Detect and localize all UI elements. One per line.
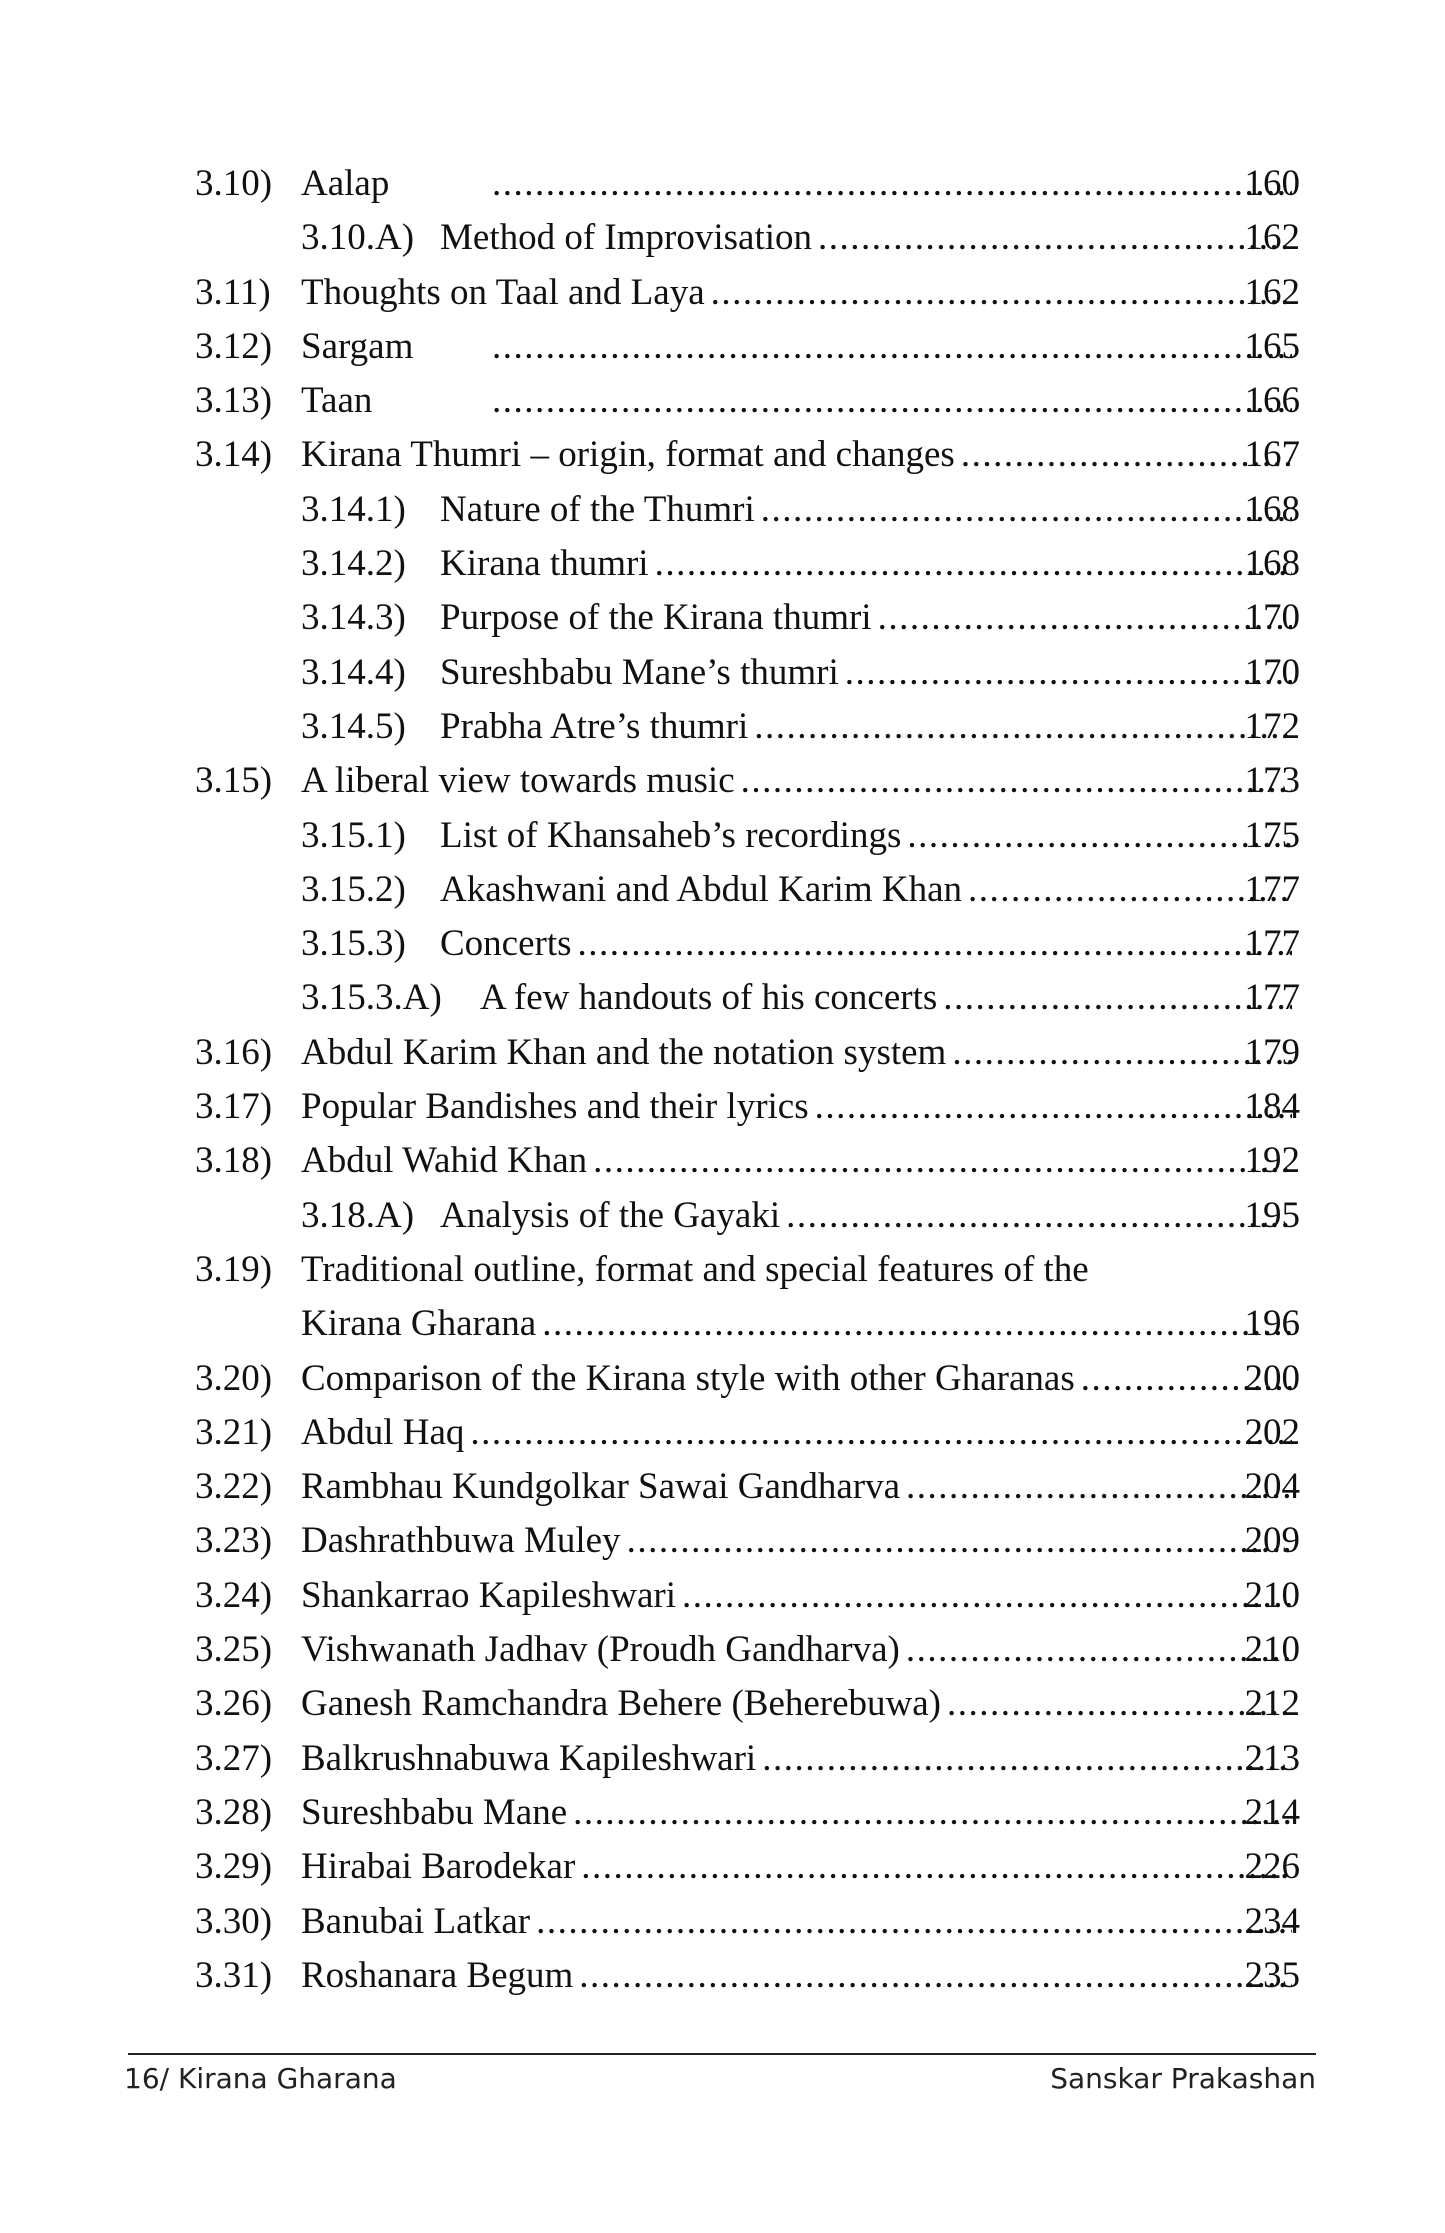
entry-page: 162 (1244, 271, 1300, 313)
entry-number: 3.11) (195, 271, 271, 313)
entry-title: Sargam (301, 325, 414, 367)
dot-leader (536, 1895, 1292, 1949)
toc-entry (0, 971, 1445, 1025)
entry-page: 213 (1244, 1737, 1300, 1779)
entry-page: 214 (1244, 1791, 1300, 1833)
entry-number: 3.14.2) (301, 543, 406, 585)
entry-page: 175 (1244, 814, 1300, 856)
dot-leader (741, 754, 1292, 808)
entry-number: 3.23) (195, 1520, 273, 1562)
entry-page: 210 (1244, 1574, 1300, 1616)
entry-page: 172 (1244, 705, 1300, 747)
entry-number: 3.17) (195, 1086, 273, 1128)
toc-entry (0, 211, 1445, 265)
entry-number: 3.14.5) (301, 705, 406, 747)
entry-number: 3.21) (195, 1411, 273, 1453)
entry-page: 168 (1244, 543, 1300, 585)
dot-leader (754, 700, 1292, 754)
entry-number: 3.15.3.A) (301, 977, 442, 1019)
toc-entry (0, 1623, 1445, 1677)
entry-page: 167 (1244, 434, 1300, 476)
toc-entry (0, 754, 1445, 808)
entry-page: 177 (1244, 923, 1300, 965)
dot-leader (542, 1297, 1292, 1351)
entry-number: 3.14.4) (301, 651, 406, 693)
entry-title-continued: Kirana Gharana (301, 1303, 537, 1345)
dot-leader (761, 483, 1292, 537)
entry-page: 210 (1244, 1629, 1300, 1671)
toc-entry (0, 1134, 1445, 1188)
toc-entry (0, 1352, 1445, 1406)
entry-number: 3.15.1) (301, 814, 406, 856)
entry-page: 192 (1244, 1140, 1300, 1182)
toc-entry (0, 1840, 1445, 1894)
entry-number: 3.15.3) (301, 923, 406, 965)
dot-leader (492, 320, 1292, 374)
entry-title: Hirabai Barodekar (301, 1846, 576, 1888)
entry-title: Taan (301, 380, 373, 422)
toc-entry (0, 1243, 1445, 1297)
toc-entry (0, 1026, 1445, 1080)
entry-number: 3.25) (195, 1629, 273, 1671)
dot-leader (818, 211, 1292, 265)
toc-entry (0, 591, 1445, 645)
toc-entry (0, 646, 1445, 700)
entry-title: Ganesh Ramchandra Behere (Beherebuwa) (301, 1683, 942, 1725)
entry-number: 3.13) (195, 380, 273, 422)
toc-entry (0, 374, 1445, 428)
entry-page: 226 (1244, 1846, 1300, 1888)
dot-leader (593, 1134, 1292, 1188)
entry-page: 200 (1244, 1357, 1300, 1399)
entry-number: 3.15.2) (301, 868, 406, 910)
entry-title: Nature of the Thumri (440, 488, 755, 530)
entry-page: 196 (1244, 1303, 1300, 1345)
entry-page: 212 (1244, 1683, 1300, 1725)
entry-title: Banubai Latkar (301, 1900, 531, 1942)
toc-entry (0, 863, 1445, 917)
dot-leader (492, 374, 1292, 428)
entry-number: 3.14) (195, 434, 273, 476)
entry-page: 173 (1244, 760, 1300, 802)
entry-title: Traditional outline, format and special features of the (301, 1248, 1089, 1290)
dot-leader (573, 1786, 1292, 1840)
entry-page: 184 (1244, 1086, 1300, 1128)
dot-leader (815, 1080, 1292, 1134)
entry-number: 3.10.A) (301, 217, 415, 259)
dot-leader (711, 266, 1292, 320)
entry-number: 3.18.A) (301, 1194, 415, 1236)
entry-title: List of Khansaheb’s recordings (440, 814, 902, 856)
dot-leader (470, 1406, 1292, 1460)
entry-title: Dashrathbuwa Muley (301, 1520, 621, 1562)
entry-title: Analysis of the Gayaki (440, 1194, 781, 1236)
entry-title: Popular Bandishes and their lyrics (301, 1086, 809, 1128)
toc-entry (0, 1569, 1445, 1623)
entry-title: Comparison of the Kirana style with other Gharanas (301, 1357, 1075, 1399)
dot-leader (655, 537, 1292, 591)
entry-number: 3.26) (195, 1683, 273, 1725)
entry-number: 3.19) (195, 1248, 273, 1290)
toc-entry (0, 1949, 1445, 2003)
toc-entry-continuation (0, 1297, 1445, 1351)
entry-page: 165 (1244, 325, 1300, 367)
entry-page: 166 (1244, 380, 1300, 422)
entry-page: 209 (1244, 1520, 1300, 1562)
entry-title: Shankarrao Kapileshwari (301, 1574, 677, 1616)
toc-entry (0, 1786, 1445, 1840)
entry-title: Abdul Haq (301, 1411, 465, 1453)
entry-number: 3.16) (195, 1031, 273, 1073)
dot-leader (762, 1732, 1292, 1786)
toc-entry (0, 1514, 1445, 1568)
entry-title: Concerts (440, 923, 572, 965)
toc-entry (0, 537, 1445, 591)
entry-number: 3.18) (195, 1140, 273, 1182)
entry-page: 162 (1244, 217, 1300, 259)
entry-page: 235 (1244, 1954, 1300, 1996)
entry-number: 3.15) (195, 760, 273, 802)
toc-entry (0, 1189, 1445, 1243)
entry-number: 3.12) (195, 325, 273, 367)
entry-page: 170 (1244, 651, 1300, 693)
entry-number: 3.31) (195, 1954, 273, 1996)
entry-page: 202 (1244, 1411, 1300, 1453)
dot-leader (786, 1189, 1292, 1243)
entry-number: 3.14.1) (301, 488, 406, 530)
dot-leader (578, 917, 1292, 971)
entry-title: A few handouts of his concerts (480, 977, 938, 1019)
toc-entry (0, 157, 1445, 211)
toc-entry (0, 428, 1445, 482)
toc-entry (0, 917, 1445, 971)
footer-publisher: Sanskar Prakashan (1050, 2062, 1316, 2095)
footer-page-label: 16/ Kirana Gharana (124, 2062, 397, 2095)
entry-title: Akashwani and Abdul Karim Khan (440, 868, 963, 910)
toc-entry (0, 1460, 1445, 1514)
entry-title: Purpose of the Kirana thumri (440, 597, 872, 639)
entry-number: 3.22) (195, 1466, 273, 1508)
entry-title: Roshanara Begum (301, 1954, 574, 1996)
entry-title: Sureshbabu Mane (301, 1791, 568, 1833)
toc-entry (0, 1080, 1445, 1134)
entry-title: Kirana thumri (440, 543, 649, 585)
footer-divider (128, 2053, 1316, 2055)
entry-title: Rambhau Kundgolkar Sawai Gandharva (301, 1466, 901, 1508)
entry-number: 3.30) (195, 1900, 273, 1942)
entry-page: 177 (1244, 977, 1300, 1019)
toc-entry (0, 1677, 1445, 1731)
entry-title: Abdul Wahid Khan (301, 1140, 588, 1182)
entry-title: Sureshbabu Mane’s thumri (440, 651, 839, 693)
toc-entry (0, 809, 1445, 863)
dot-leader (579, 1949, 1292, 2003)
entry-number: 3.28) (195, 1791, 273, 1833)
entry-number: 3.10) (195, 163, 273, 204)
entry-page: 204 (1244, 1466, 1300, 1508)
toc-entry (0, 266, 1445, 320)
toc-entry (0, 483, 1445, 537)
entry-title: Vishwanath Jadhav (Proudh Gandharva) (301, 1629, 900, 1671)
toc-entry (0, 700, 1445, 754)
entry-page: 170 (1244, 597, 1300, 639)
entry-number: 3.29) (195, 1846, 273, 1888)
entry-number: 3.27) (195, 1737, 273, 1779)
entry-page: 160 (1244, 163, 1300, 204)
entry-title: Balkrushnabuwa Kapileshwari (301, 1737, 757, 1779)
toc-entry (0, 1732, 1445, 1786)
entry-page: 234 (1244, 1900, 1300, 1942)
entry-title: Aalap (301, 163, 390, 204)
entry-number: 3.14.3) (301, 597, 406, 639)
entry-title: A liberal view towards music (301, 760, 735, 802)
entry-title: Method of Improvisation (440, 217, 813, 259)
entry-title: Prabha Atre’s thumri (440, 705, 749, 747)
dot-leader (627, 1514, 1292, 1568)
entry-number: 3.20) (195, 1357, 273, 1399)
dot-leader (682, 1569, 1292, 1623)
entry-page: 177 (1244, 868, 1300, 910)
entry-page: 179 (1244, 1031, 1300, 1073)
entry-number: 3.24) (195, 1574, 273, 1616)
toc-entry (0, 1895, 1445, 1949)
entry-title: Thoughts on Taal and Laya (301, 271, 705, 313)
toc-entry (0, 1406, 1445, 1460)
table-of-contents (0, 157, 1445, 2003)
entry-title: Kirana Thumri – origin, format and changes (301, 434, 955, 476)
dot-leader (492, 157, 1292, 211)
entry-page: 195 (1244, 1194, 1300, 1236)
entry-page: 168 (1244, 488, 1300, 530)
dot-leader (581, 1840, 1292, 1894)
toc-entry (0, 320, 1445, 374)
dot-leader (845, 646, 1292, 700)
entry-title: Abdul Karim Khan and the notation system (301, 1031, 947, 1073)
